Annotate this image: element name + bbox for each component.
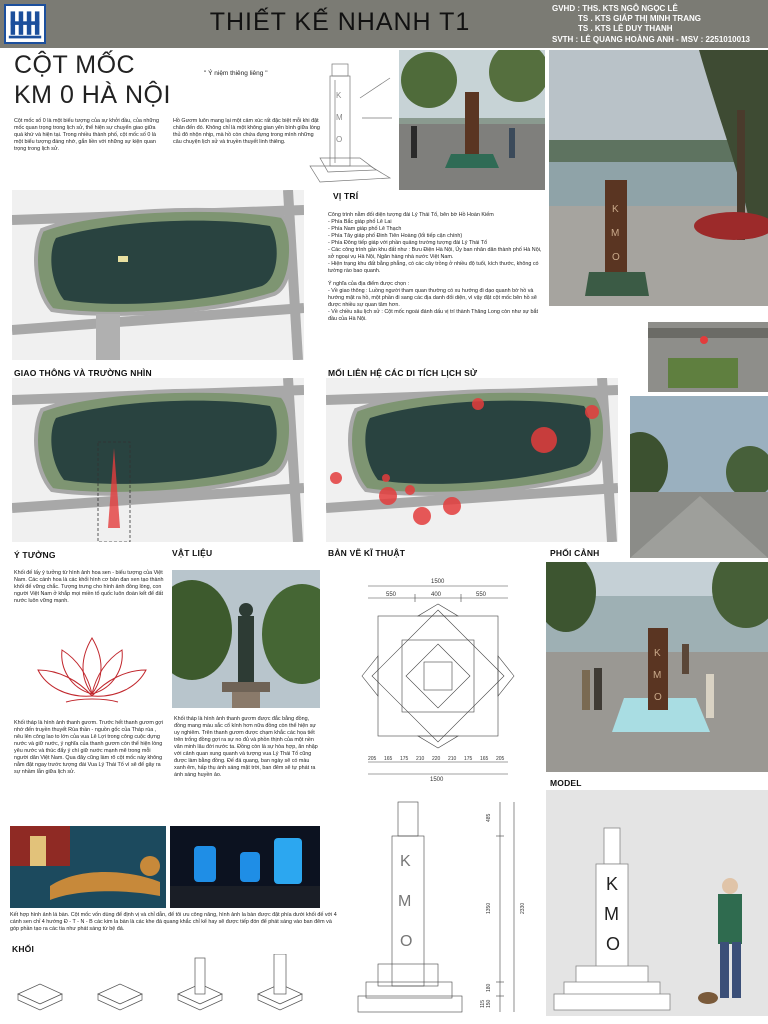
- statue-photo: [172, 570, 320, 708]
- lake-location-map: [12, 190, 304, 360]
- header-ts2: TS . KTS LÊ DUY THANH: [578, 24, 673, 33]
- plan-dim-bottom: 175: [400, 756, 409, 762]
- header-svth: SVTH : LÊ QUANG HOÀNG ANH - MSV : 2251010013: [552, 35, 750, 44]
- elev-letter: K: [400, 853, 411, 870]
- plan-dim-bottom-total: 1500: [430, 777, 444, 782]
- mass-diagram: [10, 954, 330, 1016]
- idea-heading: Ý TƯỞNG: [14, 550, 56, 560]
- header-title: THIẾT KẾ NHANH T1: [209, 8, 471, 36]
- mass-heading: KHỐI: [12, 944, 35, 954]
- plan-dim-bottom: 205: [368, 756, 377, 762]
- university-logo: [4, 4, 46, 44]
- plan-dim-part: 550: [386, 592, 397, 598]
- svg-text:K: K: [612, 204, 619, 215]
- idea-text: Khối đế lấy ý tưởng từ hình ảnh hoa sen - biểu tượng của Việt Nam. Các cánh hoa là các khối hình cơ bản đan xen tạo thành khối đế vững chắc. Tượng trưng cho hình ảnh đồng lòng, con người Việt Nam ở khắp mọi miền tổ quốc luôn đoàn kết để đất nước luôn vững mạnh.: [14, 570, 164, 604]
- lotus-sketch-icon: [30, 618, 154, 710]
- site-photo-render: [549, 50, 768, 306]
- intro-left-text: Cột mốc số 0 là một biểu tượng của sự khởi đầu, của những mốc quan trọng trong lịch sử, thể hiện sự chuyển giao giữa quá khứ và hiện tại. Trong nhiều thành phố, cột mốc số 0 là một biểu tượng đáng nhớ, gắn liền với những sự kiện quan trọng trong lịch sử.: [14, 118, 159, 152]
- technical-elevation-drawing: [352, 796, 532, 1020]
- elev-dim: 150: [486, 999, 492, 1008]
- traffic-view-map: [12, 378, 304, 542]
- traffic-heading: GIAO THÔNG VÀ TRƯỜNG NHÌN: [14, 368, 152, 378]
- quote-text: " Ý niệm thiêng liêng ": [204, 70, 268, 77]
- header-ts1: TS . KTS GIÁP THỊ MINH TRANG: [578, 14, 701, 23]
- plaza-photo: [630, 396, 768, 558]
- vitri-heading: VỊ TRÍ: [333, 191, 359, 201]
- svg-text:M: M: [611, 228, 620, 239]
- model-letter: K: [606, 874, 619, 894]
- vitri-line: - Phía Tây giáp phố Đinh Tiên Hoàng (lối tiếp cận chính): [328, 233, 463, 239]
- model-letter: O: [606, 934, 621, 954]
- svg-text:M: M: [653, 670, 662, 681]
- vitri-text: [328, 212, 544, 323]
- elev-letter: O: [400, 933, 413, 950]
- model-render: [546, 790, 768, 1016]
- meaning-line: Ý nghĩa của địa điểm được chọn :: [328, 281, 410, 287]
- svg-text:K: K: [336, 91, 342, 100]
- plan-dim-total: 1500: [431, 579, 445, 585]
- technical-plan-drawing: [328, 566, 538, 782]
- poster-title: [14, 50, 171, 110]
- plan-dim-bottom: 210: [416, 756, 425, 762]
- model-letter: M: [604, 904, 619, 924]
- tower-sketch: [300, 58, 396, 188]
- plan-dim-bottom: 210: [448, 756, 457, 762]
- plan-dim-bottom: 205: [496, 756, 505, 762]
- sword-text: Khối tháp là hình ảnh thanh gươm. Trước hết thanh gươm gợi nhớ đến truyền thuyết Rùa thần - nguồn gốc của Tháp rùa , nêu lên công lao to lớn của vua Lê Lợi trong công cuộc dựng nước và giữ nước, ý nghĩa của thanh gươm còn thể hiện lòng yêu nước và thúc đẩy ý chí giữ nước mạnh mẽ trong mỗi người dân Việt Nam. Qua đây cũng làm rõ cột mốc này không nằm đặt ngay trước tượng đài Vua Lý Thái Tổ vì sẽ để gây ra sự nhầm lẫn giữa lịch sử.: [14, 720, 164, 775]
- plan-dim-part: 400: [431, 592, 442, 598]
- vitri-line: - Các công trình gần khu đất như : Bưu Điện Hà Nội, Ủy ban nhân dân thành phố Hà Nội, sở ngoại vụ Hà Nội, Ngân hàng nhà nước Việt Nam.: [328, 247, 542, 260]
- legend-painting: [10, 826, 166, 908]
- logo-mark-icon: [6, 6, 44, 42]
- vitri-line: Công trình nằm đối diện tượng đài Lý Thái Tổ, bên bờ Hồ Hoàn Kiếm: [328, 212, 494, 218]
- intro-right-text: Hồ Gươm luôn mang lại một cảm xúc rất đặc biệt mỗi khi đặt chân đến đó. Không chỉ là một không gian yên bình giữa lòng thủ đô nhộn nhịp, mà hồ còn chứa đựng trong mình những câu chuyện lịch sử và truyền thuyết linh thiêng.: [173, 118, 320, 145]
- elev-dim: 485: [486, 813, 492, 822]
- poster-title-line2: KM 0 HÀ NỘI: [14, 81, 171, 109]
- perspective-render: [546, 562, 768, 772]
- model-heading: MODEL: [550, 778, 582, 788]
- material-text: Khối tháp là hình ảnh thanh gươm được đắc bằng đồng, đồng mang màu sắc cổ kính hơn nữa đồng còn thể hiện sự uy nghiêm. Trên thanh gươm được chạm khắc các họa tiết trên trống đồng gợi ra sự no đủ và phồn thịnh của một nền văn minh lâu đời nước ta. Đồng còn là sự hòa hợp, ăn nhập với cảnh quan xung quanh và tượng vua Lý Thái Tổ cũng được làm bằng đồng. Đế đá quang, ban ngày sẽ có màu xanh êm, hấp thụ ánh sáng mặt trời, ban đêm sẽ tự phát ra ánh sáng huyền ảo.: [174, 716, 318, 778]
- plan-dim-part: 550: [476, 592, 487, 598]
- render-photo-top: [399, 50, 545, 190]
- elev-dim: 180: [486, 983, 492, 992]
- meaning-line: - Về chiều sâu lịch sử : Cột mốc ngoài đánh dấu vị trí thành Thăng Long còn như sự bắt đầu của Hà Nội.: [328, 309, 539, 322]
- plan-dim-bottom: 165: [384, 756, 393, 762]
- vitri-line: - Phía Nam giáp phố Lê Thạch: [328, 226, 402, 232]
- svg-text:O: O: [612, 252, 620, 263]
- vitri-line: - Phía Bắc giáp phố Lê Lai: [328, 219, 392, 225]
- vitri-line: - Phía Đông tiếp giáp với phần quảng trường tượng đài Lý Thái Tổ: [328, 240, 488, 246]
- drawing-heading: BẢN VẼ KĨ THUẬT: [328, 548, 406, 558]
- vitri-line: - Hiện trạng khu đất bằng phẳng, có các cây trồng ở nhiều độ tuổi, kích thước, không có tường rào bao quanh.: [328, 261, 539, 274]
- night-glow-photo: [170, 826, 320, 908]
- header-gvhd: GVHD : THS. KTS NGÔ NGỌC LÊ: [552, 4, 678, 13]
- relics-map: [326, 378, 618, 542]
- elev-dim-total: 2330: [520, 902, 526, 914]
- elev-letter: M: [398, 893, 412, 910]
- svg-text:K: K: [654, 648, 661, 659]
- elev-dim: 115: [480, 1000, 486, 1008]
- meaning-line: - Về giao thông : Luồng người tham quan thường có xu hướng đi dạo quanh bờ hồ và hướng mặt ra hồ, một phần đi sang các địa danh đối diện, vì vậy đặt cột mốc bên hồ sẽ được nhiều sự quan tâm hơn.: [328, 288, 537, 308]
- svg-text:O: O: [336, 135, 343, 144]
- plan-dim-bottom: 175: [464, 756, 473, 762]
- material-heading: VẬT LIỆU: [172, 548, 213, 558]
- svg-text:M: M: [336, 113, 343, 122]
- svg-text:O: O: [654, 692, 662, 703]
- relics-heading: MỐI LIÊN HỆ CÁC DI TÍCH LỊCH SỬ: [328, 368, 478, 378]
- site-inset-photo: [648, 322, 768, 392]
- perspective-heading: PHỐI CẢNH: [550, 548, 600, 558]
- compass-text: Kết hợp hình ảnh lá bàn. Cột mốc vốn dùng để định vị và chỉ dẫn, để tôi ưu công năng, hình ảnh la bàn được đặt phía dưới khối đế với 4 cánh sen chỉ 4 hướng Đ - T - N - B các kim la bàn là các khe đá quang khắc chỉ kể hay sẽ được tiếp đón để phát sáng vào ban đêm và góp phần tạo ra các tia như phát sáng từ bệ đá.: [10, 912, 337, 932]
- elev-dim: 1350: [486, 902, 492, 914]
- plan-dim-bottom: 220: [432, 756, 441, 762]
- plan-dim-bottom: 165: [480, 756, 489, 762]
- poster-title-line1: CỘT MỐC: [14, 51, 136, 79]
